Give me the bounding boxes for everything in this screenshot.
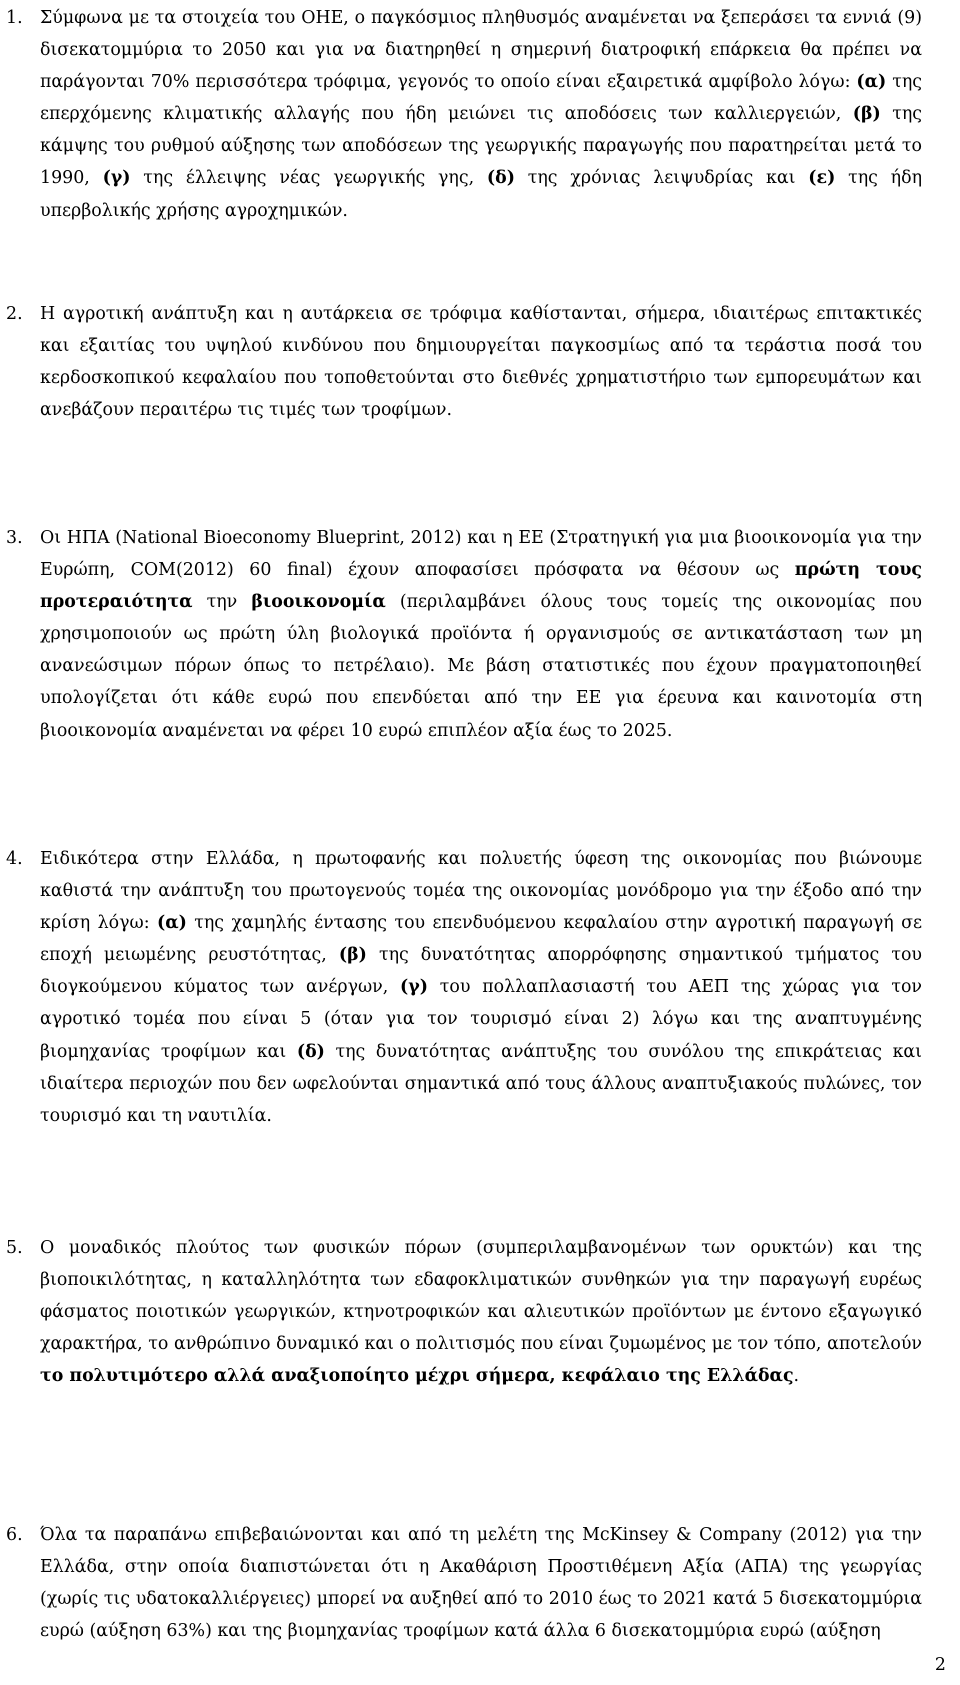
text-run: Οι ΗΠΑ (National Bioeconomy Blueprint, 2012) και η ΕΕ (Στρατηγική για μια βιοοικονομία για την Ευρώπη, COM(2012) 60 final) έχουν αποφασίσει πρόσφατα να θέσουν ως <box>40 528 922 581</box>
bold-text-run: βιοοικονομία <box>251 592 386 613</box>
text-run: Ειδικότερα στην Ελλάδα, η πρωτοφανής και πολυετής ύφεση της οικονομίας που βιώνουμε καθιστά την ανάπτυξη του πρωτογενούς τομέα της οικονομίας μονόδρομο για την έξοδο από την κρίση λόγω: <box>40 849 922 934</box>
paragraph-6 <box>6 1519 922 1647</box>
paragraph-4 <box>6 843 923 1132</box>
bold-text-run: (δ) <box>296 1041 325 1062</box>
text-run: την <box>192 592 252 613</box>
bold-text-run: πρώτη τους προτεραιότητα <box>40 560 922 613</box>
bold-text-run: (γ) <box>102 168 131 189</box>
text-run: (περιλαμβάνει όλους τους τομείς της οικονομίας που χρησιμοποιούν ως πρώτη ύλη βιολογικά προϊόντα ή οργανισμούς σε αντικατάσταση των μη ανανεώσιμων πόρων όπως το πετρέλαιο). Με βάση στατιστικές που έχουν πραγματοποιηθεί υπολογίζεται ότι κάθε ευρώ που επενδύεται από την ΕΕ για έρευνα και καινοτομία στη βιοοικονομία αναμένεται να φέρει 10 ευρώ επιπλέον αξία έως το 2025. <box>40 592 922 741</box>
text-run: της δυνατότητας απορρόφησης σημαντικού τμήματος του διογκούμενου κύματος των ανέργων, <box>40 945 922 998</box>
text-run: της δυνατότητας ανάπτυξης του συνόλου της επικράτειας και ιδιαίτερα περιοχών που δεν ωφελούνται σημαντικά από τους άλλους αναπτυξιακούς πυλώνες, τον τουρισμό και τη ναυτιλία. <box>40 1041 922 1126</box>
text-run: της κάμψης του ρυθμού αύξησης των αποδόσεων της γεωργικής παραγωγής που παρατηρείται μετά το 1990, <box>40 104 923 189</box>
paragraph-text <box>40 8 922 221</box>
bold-text-run: (β) <box>338 945 367 966</box>
text-run: της χρόνιας λειψυδρίας και <box>514 168 809 189</box>
text-run: της ήδη υπερβολικής χρήσης αγροχημικών. <box>40 168 922 221</box>
bold-text-run: (α) <box>856 72 887 93</box>
bold-text-run: το πολυτιμότερο αλλά αναξιοποίητο μέχρι σήμερα, κεφάλαιο της Ελλάδας <box>40 1366 794 1387</box>
paragraph-text <box>40 1238 922 1386</box>
paragraph-2 <box>6 298 922 426</box>
bold-text-run: (α) <box>156 913 187 934</box>
paragraph-1 <box>6 2 923 227</box>
bold-text-run: (ε) <box>808 168 836 189</box>
paragraph-3 <box>6 522 922 747</box>
paragraph-number: 6. <box>6 1525 23 1545</box>
paragraph-text <box>40 528 922 741</box>
text-run: της επερχόμενης κλιματικής αλλαγής που ήδη μειώνει τις αποδόσεις των καλλιεργειών, <box>40 72 922 125</box>
paragraph-5 <box>6 1232 922 1392</box>
text-run: της έλλειψης νέας γεωργικής γης, <box>130 168 487 189</box>
paragraph-text <box>40 304 922 420</box>
paragraph-text <box>40 849 922 1126</box>
bold-text-run: (γ) <box>400 977 428 998</box>
page-number: 2 <box>934 1655 946 1675</box>
text-run: Όλα τα παραπάνω επιβεβαιώνονται και από τη μελέτη της McKinsey & Company (2012) για την Ελλάδα, στην οποία διαπιστώνεται ότι η Ακαθάριση Προστιθέμενη Αξία (ΑΠΑ) της γεωργίας (χωρίς τις υδατοκαλλιέργειες) μπορεί να αυξηθεί από το 2010 έως το 2021 κατά 5 δισεκατομμύρια ευρώ (αύξηση 63%) και της βιομηχανίας τροφίμων κατά άλλα 6 δισεκατομμύρια ευρώ (αύξηση <box>40 1525 922 1642</box>
paragraph-number: 5. <box>6 1238 23 1258</box>
text-run: . <box>793 1366 800 1387</box>
text-run: του πολλαπλασιαστή του ΑΕΠ της χώρας για τον αγροτικό τομέα που είναι 5 (όταν για τον τουρισμό είναι 2) λόγω και της αναπτυγμένης βιομηχανίας τροφίμων και <box>40 977 922 1062</box>
bold-text-run: (δ) <box>486 168 515 189</box>
paragraph-text <box>40 1525 922 1641</box>
text-run: Σύμφωνα με τα στοιχεία του ΟΗΕ, ο παγκόσμιος πληθυσμός αναμένεται να ξεπεράσει τα εννιά (9) δισεκατομμύρια το 2050 και για να διατηρηθεί η σημερινή διατροφική επάρκεια θα πρέπει να παράγονται 70% περισσότερα τρόφιμα, γεγονός το οποίο είναι εξαιρετικά αμφίβολο λόγω: <box>40 8 922 93</box>
paragraph-number: 3. <box>6 528 23 548</box>
bold-text-run: (β) <box>852 104 881 125</box>
text-run: Ο μοναδικός πλούτος των φυσικών πόρων (συμπεριλαμβανομένων των ορυκτών) και της βιοποικιλότητας, η καταλληλότητα των εδαφοκλιματικών συνθηκών για την παραγωγή ευρέως φάσματος ποιοτικών γεωργικών, κτηνοτροφικών και αλιευτικών προϊόντων με έντονο εξαγωγικό χαρακτήρα, το ανθρώπινο δυναμικό και ο πολιτισμός που είναι ζυμωμένος με τον τόπο, αποτελούν <box>40 1238 922 1355</box>
paragraph-number: 1. <box>6 8 23 28</box>
text-run: της χαμηλής έντασης του επενδυόμενου κεφαλαίου στην αγροτική παραγωγή σε εποχή μειωμένης ρευστότητας, <box>40 913 923 966</box>
paragraph-number: 2. <box>6 304 23 324</box>
text-run: Η αγροτική ανάπτυξη και η αυτάρκεια σε τρόφιμα καθίστανται, σήμερα, ιδιαιτέρως επιτακτικές και εξαιτίας του υψηλού κινδύνου που δημιουργείται παγκοσμίως από τα τεράστια ποσά του κερδοσκοπικού κεφαλαίου που τοποθετούνται στο διεθνές χρηματιστήριο των εμπορευμάτων και ανεβάζουν περαιτέρω τις τιμές των τροφίμων. <box>40 304 922 421</box>
paragraph-number: 4. <box>6 849 23 869</box>
